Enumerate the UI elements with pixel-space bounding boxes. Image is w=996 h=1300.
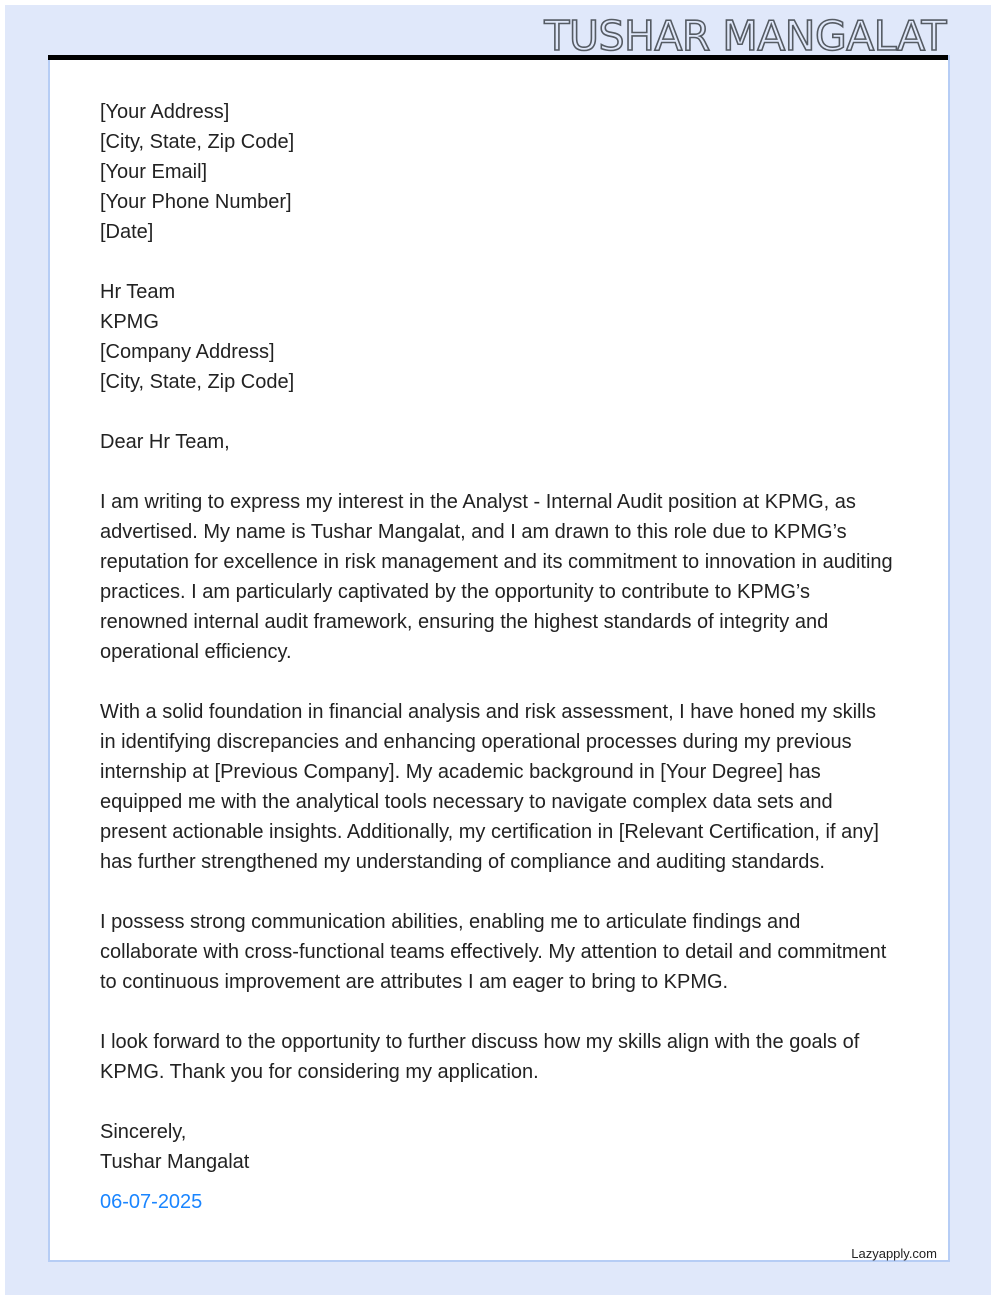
letter-body: [100, 97, 895, 1247]
letter-date: 06-07-2025: [100, 1191, 203, 1213]
paragraph-3: I possess strong communication abilities, enabling me to articulate findings and collaborate with cross-functional teams effectively. My attention to detail and commitment to continuous improvement are attributes I am eager to bring to KPMG.: [100, 911, 887, 993]
recipient-address: [Company Address]: [100, 341, 275, 363]
sender-email: [Your Email]: [100, 161, 208, 183]
salutation: Dear Hr Team,: [100, 431, 230, 453]
paragraph-2: With a solid foundation in financial analysis and risk assessment, I have honed my skills in identifying discrepancies and enhancing operational processes during my previous internship at [Previous Company]. My academic background in [Your Degree] has equipped me with the analytical tools necessary to navigate complex data sets and present actionable insights. Additionally, my certification in [Relevant Certification, if any] has further strengthened my understanding of compliance and auditing standards.: [100, 701, 879, 873]
paragraph-1: I am writing to express my interest in the Analyst - Internal Audit position at KPMG, as advertised. My name is Tushar Mangalat, and I am drawn to this role due to KPMG’s reputation for excellence in risk management and its commitment to innovation in auditing practices. I am particularly captivated by the opportunity to contribute to KPMG’s renowned internal audit framework, ensuring the highest standards of integrity and operational efficiency.: [100, 491, 893, 663]
paragraph-4: I look forward to the opportunity to further discuss how my skills align with the goals of KPMG. Thank you for considering my application.: [100, 1031, 860, 1083]
footer-watermark: Lazyapply.com: [851, 1246, 937, 1261]
signoff-block: [100, 1117, 895, 1177]
sender-city: [City, State, Zip Code]: [100, 131, 295, 153]
recipient-company: KPMG: [100, 311, 159, 333]
sender-phone: [Your Phone Number]: [100, 191, 292, 213]
recipient-city: [City, State, Zip Code]: [100, 371, 295, 393]
sender-block: [100, 97, 895, 247]
sender-date: [Date]: [100, 221, 154, 243]
sender-address: [Your Address]: [100, 101, 230, 123]
closing: Sincerely,: [100, 1121, 187, 1143]
recipient-block: [100, 277, 895, 397]
recipient-name: Hr Team: [100, 281, 176, 303]
applicant-name-heading: TUSHAR MANGALAT: [544, 12, 946, 60]
signature: Tushar Mangalat: [100, 1151, 250, 1173]
